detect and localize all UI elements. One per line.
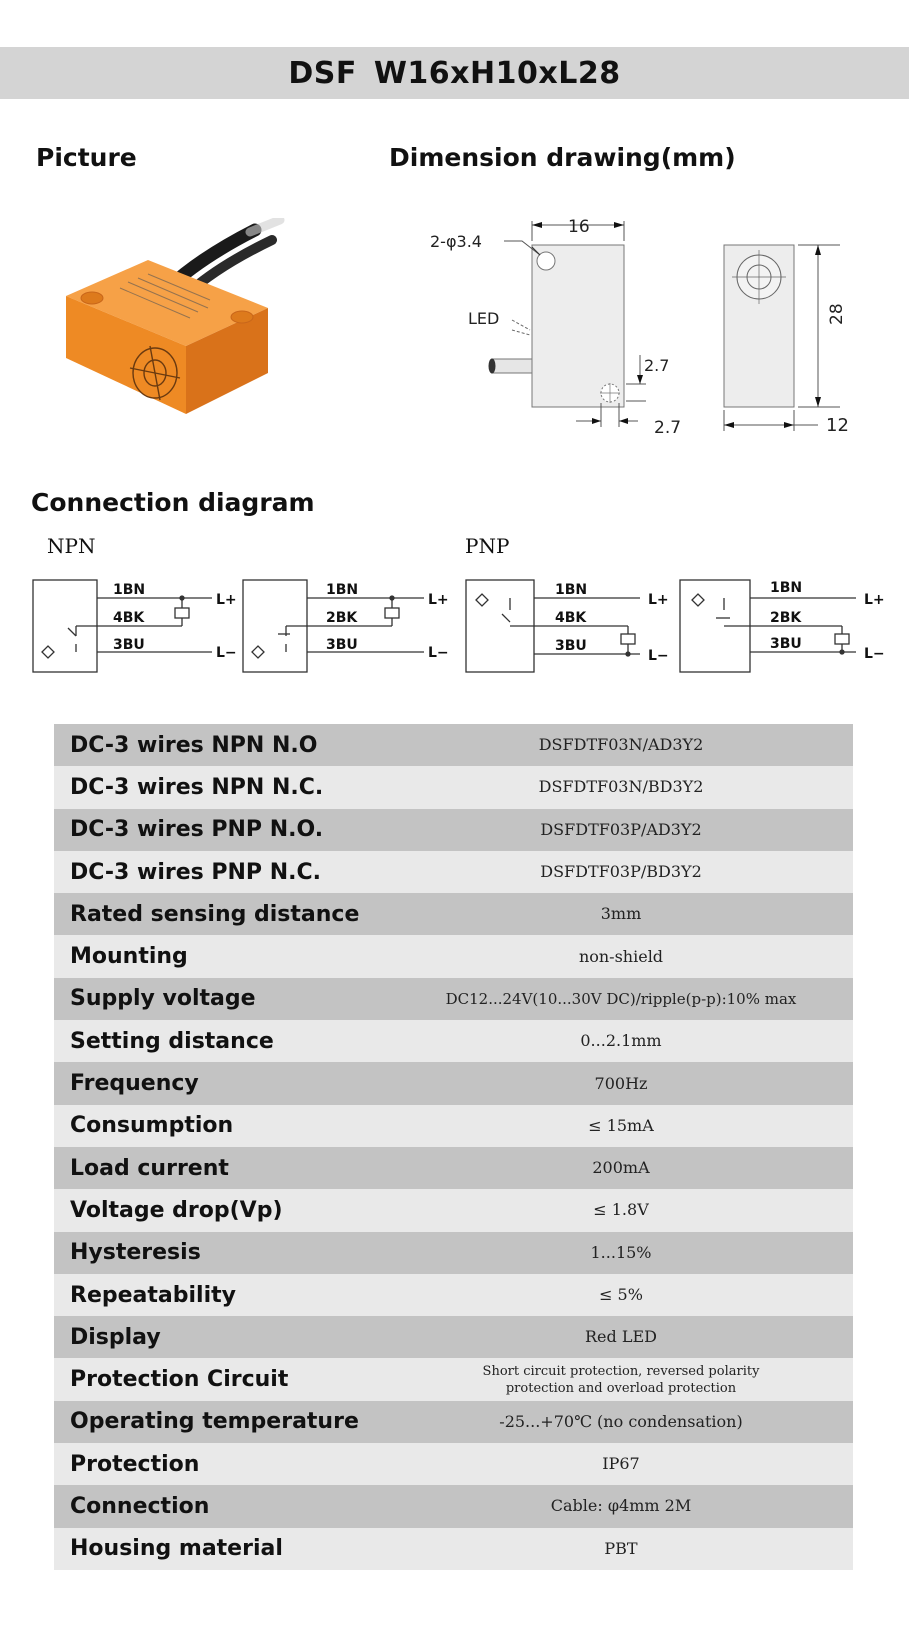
spec-label: Housing material	[70, 1536, 283, 1562]
spec-value: DSFDTF03P/AD3Y2	[540, 819, 702, 839]
spec-label: DC-3 wires PNP N.O.	[70, 817, 324, 843]
spec-label: Connection	[70, 1493, 210, 1519]
spec-value: PBT	[604, 1538, 638, 1558]
table-row	[54, 1189, 853, 1231]
npn-no-plus: L+	[216, 592, 237, 608]
spec-value: Red LED	[585, 1327, 657, 1347]
spec-label: Voltage drop(Vp)	[70, 1197, 283, 1223]
page-title: DSF W16xH10xL28	[288, 55, 621, 91]
spec-value: DSFDTF03N/BD3Y2	[538, 777, 704, 797]
spec-value: ≤ 5%	[599, 1285, 643, 1304]
spec-label: Hysteresis	[70, 1240, 201, 1266]
led-label: LED	[468, 309, 500, 328]
table-row	[54, 809, 853, 851]
pnp-no-minus: L−	[648, 648, 669, 664]
pnp-nc-black: 2BK	[770, 610, 802, 626]
spec-value: Short circuit protection, reversed polarity protection and overload protection	[482, 1363, 760, 1396]
pnp-nc-brown: 1BN	[770, 580, 803, 596]
sensor-housing	[66, 260, 268, 414]
table-row	[54, 1358, 853, 1400]
npn-no-black: 4BK	[113, 610, 145, 626]
width-label: 16	[568, 217, 590, 237]
length-label: 28	[827, 303, 847, 325]
spec-label: Consumption	[70, 1113, 234, 1139]
spec-label: Repeatability	[70, 1282, 236, 1308]
spec-value: IP67	[602, 1454, 640, 1474]
npn-nc-brown: 1BN	[326, 582, 359, 598]
table-row	[54, 893, 853, 935]
pnp-nc-diagram	[680, 580, 856, 672]
spec-value: Cable: φ4mm 2M	[550, 1496, 692, 1516]
npn-nc-blue: 3BU	[326, 637, 358, 653]
spec-label: Supply voltage	[70, 986, 256, 1012]
table-row	[54, 1443, 853, 1485]
table-row	[54, 1105, 853, 1147]
pnp-nc-minus: L−	[864, 646, 885, 662]
table-row	[54, 935, 853, 977]
hole-label: 2-φ3.4	[430, 232, 482, 251]
spec-value: DSFDTF03N/AD3Y2	[538, 735, 704, 755]
spec-label: DC-3 wires NPN N.C.	[70, 774, 324, 800]
spec-table	[54, 724, 853, 1570]
pnp-no-diagram	[466, 580, 640, 672]
table-row	[54, 1528, 853, 1570]
spec-value: 1...15%	[590, 1242, 652, 1262]
spec-label: DC-3 wires NPN N.O	[70, 732, 318, 758]
npn-no-brown: 1BN	[113, 582, 146, 598]
spec-value: non-shield	[578, 946, 664, 966]
table-row	[54, 1062, 853, 1104]
spec-label: Rated sensing distance	[70, 901, 360, 927]
spec-label: Mounting	[70, 944, 188, 970]
spec-value: 0...2.1mm	[580, 1031, 662, 1051]
dimension-drawing	[420, 205, 860, 445]
table-row	[54, 851, 853, 893]
connection-diagram	[0, 570, 909, 680]
pnp-no-blue: 3BU	[555, 638, 587, 654]
spec-value: DC12...24V(10...30V DC)/ripple(p-p):10% max	[445, 989, 797, 1008]
spec-value: -25...+70℃ (no condensation)	[499, 1411, 743, 1431]
npn-nc-black: 2BK	[326, 610, 358, 626]
table-row	[54, 1232, 853, 1274]
table-row	[54, 1401, 853, 1443]
table-row	[54, 1316, 853, 1358]
spec-label: Load current	[70, 1155, 229, 1181]
title-banner	[0, 47, 909, 99]
spec-value: 700Hz	[594, 1073, 648, 1093]
product-picture	[50, 218, 290, 438]
npn-label: NPN	[47, 534, 96, 558]
pnp-no-black: 4BK	[555, 610, 587, 626]
spec-value: 3mm	[600, 904, 642, 924]
spec-value: 200mA	[592, 1158, 650, 1178]
spec-label: Operating temperature	[70, 1409, 359, 1435]
offset-h-label: 2.7	[654, 418, 682, 438]
height-label: 12	[826, 415, 849, 436]
picture-heading: Picture	[36, 143, 137, 172]
pnp-label: PNP	[465, 534, 510, 558]
npn-nc-plus: L+	[428, 592, 449, 608]
spec-label: Protection	[70, 1451, 200, 1477]
npn-no-blue: 3BU	[113, 637, 145, 653]
pnp-nc-blue: 3BU	[770, 636, 802, 652]
spec-value: ≤ 1.8V	[593, 1200, 649, 1220]
table-row	[54, 978, 853, 1020]
pnp-no-brown: 1BN	[555, 582, 588, 598]
spec-value: ≤ 15mA	[588, 1115, 654, 1135]
npn-nc-minus: L−	[428, 645, 449, 661]
offset-v-label: 2.7	[644, 356, 670, 375]
spec-label: Protection Circuit	[70, 1367, 289, 1393]
pnp-no-plus: L+	[648, 592, 669, 608]
connection-heading: Connection diagram	[31, 488, 315, 517]
npn-no-minus: L−	[216, 645, 237, 661]
table-row	[54, 1274, 853, 1316]
spec-value: DSFDTF03P/BD3Y2	[540, 862, 702, 882]
spec-label: Display	[70, 1324, 161, 1350]
spec-label: Setting distance	[70, 1028, 274, 1054]
table-row	[54, 1020, 853, 1062]
table-row	[54, 1147, 853, 1189]
pnp-nc-plus: L+	[864, 592, 885, 608]
table-row	[54, 766, 853, 808]
table-row	[54, 1485, 853, 1527]
dimension-heading: Dimension drawing(mm)	[389, 143, 736, 172]
table-row	[54, 724, 853, 766]
spec-label: DC-3 wires PNP N.C.	[70, 859, 321, 885]
spec-label: Frequency	[70, 1071, 199, 1097]
